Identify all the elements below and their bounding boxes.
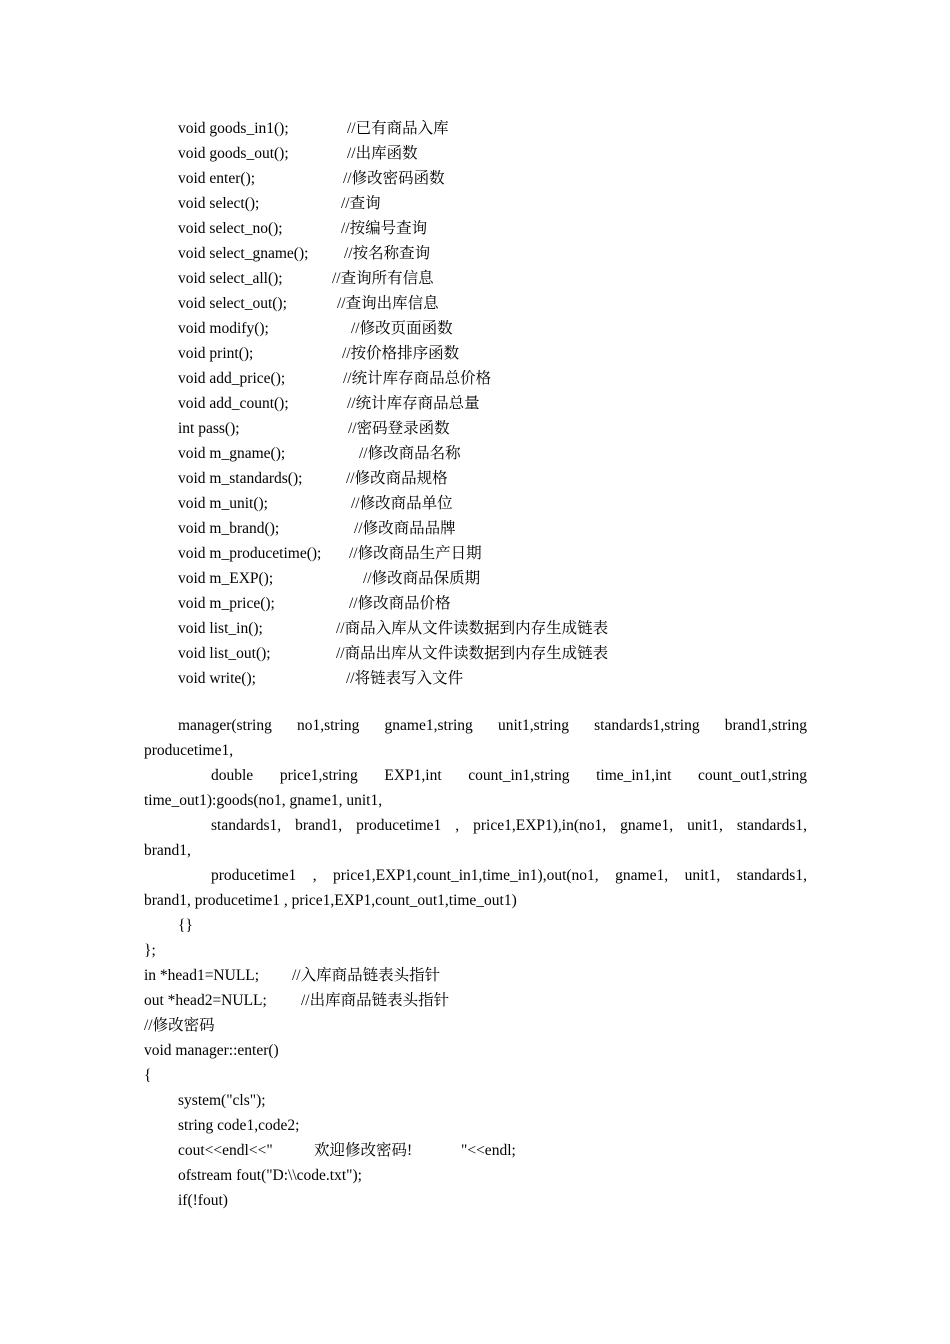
body-line-3c: "<<endl; [461, 1142, 516, 1159]
declaration-code: int pass(); [178, 420, 240, 437]
constructor-token: gname1, [615, 867, 669, 884]
class-close: }; [144, 942, 156, 959]
declaration-comment: //修改商品价格 [349, 595, 451, 612]
body-line-5: if(!fout) [178, 1192, 228, 1209]
constructor-line-7 [211, 866, 807, 886]
declaration-code: void goods_out(); [178, 145, 289, 162]
constructor-token: time_in1,int [596, 767, 672, 784]
constructor-token: , [455, 817, 460, 834]
constructor-line-6: brand1, [144, 842, 191, 859]
constructor-token: brand1, [295, 817, 343, 834]
constructor-line-4: time_out1):goods(no1, gname1, unit1, [144, 792, 383, 809]
declaration-comment: //修改商品品牌 [354, 520, 456, 537]
constructor-token: , [312, 867, 317, 884]
declaration-comment: //查询所有信息 [332, 270, 434, 287]
constructor-token: no1,string [296, 717, 360, 734]
declaration-comment: //修改密码函数 [343, 170, 445, 187]
constructor-token: producetime1 [356, 817, 442, 834]
constructor-token: brand1,string [724, 717, 807, 734]
constructor-token: unit1, [684, 867, 721, 884]
declaration-code: void m_price(); [178, 595, 275, 612]
constructor-body: {} [178, 917, 193, 934]
declaration-comment: //修改商品生产日期 [349, 545, 482, 562]
declaration-code: void select_out(); [178, 295, 287, 312]
body-line-3b: 欢迎修改密码! [314, 1142, 413, 1159]
section-comment: //修改密码 [144, 1017, 215, 1034]
declaration-comment: //密码登录函数 [348, 420, 450, 437]
constructor-token: price1,EXP1,count_in1,time_in1),out(no1, [333, 867, 599, 884]
declaration-code: void m_gname(); [178, 445, 286, 462]
constructor-line-3 [211, 766, 807, 786]
constructor-token: count_in1,string [468, 767, 570, 784]
constructor-token: standards1,string [594, 717, 700, 734]
head1-comment: //入库商品链表头指针 [292, 967, 441, 984]
declaration-comment: //修改商品单位 [351, 495, 453, 512]
declaration-comment: //商品入库从文件读数据到内存生成链表 [336, 620, 609, 637]
declaration-code: void add_price(); [178, 370, 286, 387]
declaration-comment: //修改商品保质期 [363, 570, 481, 587]
declaration-comment: //修改商品名称 [359, 445, 461, 462]
declaration-comment: //修改页面函数 [351, 320, 453, 337]
constructor-token: standards1, [736, 817, 807, 834]
constructor-token: count_out1,string [698, 767, 807, 784]
declaration-code: void select_all(); [178, 270, 283, 287]
constructor-token: producetime1 [211, 867, 297, 884]
constructor-token: standards1, [211, 817, 282, 834]
body-line-3a: cout<<endl<<" [178, 1142, 273, 1159]
constructor-token: gname1, [620, 817, 674, 834]
constructor-line-2: producetime1, [144, 742, 234, 759]
constructor-token: standards1, [736, 867, 807, 884]
declaration-comment: //将链表写入文件 [346, 670, 464, 687]
declaration-comment: //查询 [341, 195, 381, 212]
declaration-code: void list_out(); [178, 645, 271, 662]
body-line-2: string code1,code2; [178, 1117, 300, 1134]
declaration-code: void m_producetime(); [178, 545, 322, 562]
declaration-code: void select(); [178, 195, 260, 212]
head2-comment: //出库商品链表头指针 [301, 992, 450, 1009]
constructor-line-8: brand1, producetime1 , price1,EXP1,count_out1,time_out1) [144, 892, 517, 909]
constructor-token: price1,EXP1),in(no1, [473, 817, 607, 834]
body-line-1: system("cls"); [178, 1092, 266, 1109]
declaration-comment: //按编号查询 [341, 220, 428, 237]
function-signature: void manager::enter() [144, 1042, 279, 1059]
declaration-comment: //出库函数 [347, 145, 418, 162]
constructor-token: unit1, [687, 817, 723, 834]
constructor-token: EXP1,int [384, 767, 442, 784]
constructor-line-1 [178, 716, 807, 736]
constructor-token: manager(string [178, 717, 272, 734]
declaration-code: void m_EXP(); [178, 570, 274, 587]
declaration-comment: //统计库存商品总价格 [343, 370, 492, 387]
declaration-comment: //统计库存商品总量 [347, 395, 480, 412]
declaration-code: void m_unit(); [178, 495, 268, 512]
constructor-token: gname1,string [384, 717, 473, 734]
declaration-comment: //按价格排序函数 [342, 345, 460, 362]
open-brace: { [144, 1067, 152, 1084]
declaration-code: void select_no(); [178, 220, 283, 237]
declaration-code: void goods_in1(); [178, 120, 289, 137]
declaration-code: void select_gname(); [178, 245, 309, 262]
constructor-token: price1,string [279, 767, 358, 784]
declaration-comment: //修改商品规格 [346, 470, 448, 487]
declaration-comment: //查询出库信息 [337, 295, 439, 312]
declaration-code: void enter(); [178, 170, 256, 187]
declaration-code: void list_in(); [178, 620, 263, 637]
declaration-comment: //按名称查询 [344, 245, 431, 262]
body-line-4: ofstream fout("D:\\code.txt"); [178, 1167, 362, 1184]
head1-decl: in *head1=NULL; [144, 967, 260, 984]
declaration-code: void print(); [178, 345, 254, 362]
declaration-code: void add_count(); [178, 395, 289, 412]
declaration-comment: //商品出库从文件读数据到内存生成链表 [336, 645, 609, 662]
declaration-code: void modify(); [178, 320, 269, 337]
constructor-line-5 [211, 816, 807, 836]
declaration-code: void write(); [178, 670, 256, 687]
declaration-code: void m_standards(); [178, 470, 303, 487]
constructor-token: double [211, 767, 254, 784]
declaration-code: void m_brand(); [178, 520, 280, 537]
declaration-comment: //已有商品入库 [347, 120, 449, 137]
constructor-token: unit1,string [497, 717, 569, 734]
head2-decl: out *head2=NULL; [144, 992, 267, 1009]
